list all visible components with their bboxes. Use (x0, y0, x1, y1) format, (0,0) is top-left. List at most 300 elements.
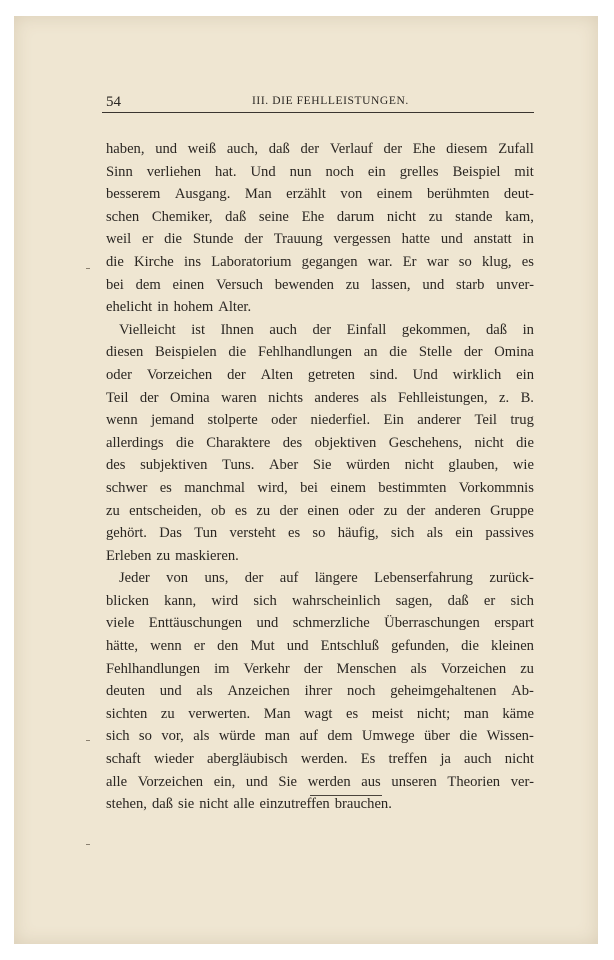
word: Vielleicht (119, 321, 176, 338)
word: Verkehr (243, 660, 290, 677)
word: einem (330, 479, 366, 496)
word: Ausgang. (174, 186, 231, 203)
word: nicht (474, 434, 504, 451)
word: der (244, 231, 263, 248)
text-line (106, 319, 534, 342)
text-line (106, 567, 534, 590)
word: sie (178, 796, 195, 813)
word: des (106, 457, 126, 474)
word: Fehlleistungen, (398, 389, 488, 406)
page-number: 54 (106, 94, 121, 110)
text-line (106, 183, 534, 206)
word: wenn (150, 638, 182, 655)
word: ein (455, 525, 474, 542)
word: Gruppe (490, 502, 534, 519)
word: stolperte (207, 412, 258, 429)
word: einen (172, 276, 205, 293)
word: bei (106, 276, 124, 293)
word: werden. (300, 751, 348, 768)
word: ver- (510, 773, 534, 790)
word: würden (346, 457, 390, 474)
word: er (193, 638, 206, 655)
word: einzutreffen (259, 796, 330, 813)
word: hohem (173, 299, 214, 316)
word: dem (135, 276, 161, 293)
word: war (426, 253, 449, 270)
word: und (286, 638, 309, 655)
word: hatte (401, 231, 431, 248)
word: verwerten. (188, 705, 251, 722)
word: ein (516, 366, 534, 383)
word: passives (485, 525, 534, 542)
word: Und (412, 366, 438, 383)
word: kam, (505, 208, 534, 225)
word: Teil (106, 389, 129, 406)
word: entscheiden, (129, 502, 202, 519)
word: Das (159, 525, 182, 542)
word: sich (106, 728, 130, 745)
word: Tun (194, 525, 218, 542)
word: unver- (496, 276, 534, 293)
word: wagt (304, 705, 333, 722)
text-line (106, 296, 534, 319)
word: Beispielen (155, 344, 217, 361)
word: Stunde (192, 231, 234, 248)
word: Erleben (106, 547, 152, 564)
word: Geschehens, (388, 434, 463, 451)
word: Menschen (336, 660, 397, 677)
word: anderes (314, 389, 359, 406)
word: hätte, (106, 638, 139, 655)
word: bei (300, 479, 318, 496)
word: als (193, 728, 210, 745)
word: waren (221, 389, 257, 406)
word: und (440, 231, 463, 248)
word: Entschluß (320, 638, 380, 655)
word: in (522, 231, 534, 248)
word: Theorien (447, 773, 501, 790)
word: es (234, 502, 248, 519)
word: jemand (151, 412, 195, 429)
word: wieder (154, 751, 194, 768)
word: ist (191, 321, 206, 338)
text-line (106, 364, 534, 387)
word: noch (347, 683, 376, 700)
word: der (279, 502, 299, 519)
word: noch (325, 163, 354, 180)
text-line (106, 545, 534, 568)
word: uns, (204, 570, 229, 587)
word: zu (345, 276, 360, 293)
word: der (312, 321, 332, 338)
text-line (106, 635, 534, 658)
word: Er (402, 253, 417, 270)
word: und (422, 276, 445, 293)
word: besserem (106, 186, 161, 203)
word: daß (225, 208, 247, 225)
word: weiß (187, 141, 217, 157)
word: nicht (199, 796, 229, 813)
word: Es (360, 751, 376, 768)
word: geheimgehaltenen (390, 683, 497, 700)
word: Aber (269, 457, 299, 474)
word: so (138, 728, 152, 745)
word: sichten (106, 705, 148, 722)
word: Ab- (511, 683, 534, 700)
word: wird (211, 592, 239, 609)
word: wird, (257, 479, 288, 496)
word: erzählt (286, 186, 326, 203)
word: Versuch (215, 276, 263, 293)
word: auch, (226, 141, 259, 157)
text-line (106, 590, 534, 613)
word: wirklich (452, 366, 502, 383)
word: Und (250, 163, 276, 180)
word: bestimmten (378, 479, 447, 496)
text-line (106, 341, 534, 364)
word: oder (106, 366, 132, 383)
word: hat. (215, 163, 237, 180)
word: darum (336, 208, 375, 225)
word: gekommen, (401, 321, 471, 338)
margin-mark (86, 844, 90, 845)
word: die (106, 253, 124, 270)
word: würde (218, 728, 256, 745)
word: zu (156, 547, 171, 564)
word: als (410, 660, 427, 677)
word: Ein (383, 412, 404, 429)
word: schaft (106, 751, 141, 768)
word: ob (210, 502, 226, 519)
word: stande (455, 208, 493, 225)
text-line (106, 793, 534, 816)
margin-mark (86, 268, 90, 269)
word: wahrscheinlich (292, 592, 381, 609)
word: zu (256, 502, 271, 519)
word: meist (371, 705, 404, 722)
word: so (458, 253, 472, 270)
word: diesem (446, 141, 488, 157)
word: grelles (399, 163, 439, 180)
text-line (106, 454, 534, 477)
word: alle (233, 796, 255, 813)
word: auch (464, 751, 492, 768)
word: Teil (474, 412, 497, 429)
word: und (256, 615, 279, 632)
word: anderer (417, 412, 462, 429)
word: von (166, 570, 189, 587)
word: die (228, 344, 247, 361)
word: Wissen- (486, 728, 534, 745)
word: der (303, 660, 323, 677)
word: kann, (164, 592, 197, 609)
word: im (214, 660, 230, 677)
word: stehen, (106, 796, 147, 813)
word: vor, (161, 728, 184, 745)
word: Stelle (418, 344, 453, 361)
text-line (106, 409, 534, 432)
word: schwer (106, 479, 148, 496)
word: er (483, 592, 496, 609)
word: auf (279, 570, 299, 587)
text-line (106, 387, 534, 410)
word: in (522, 321, 534, 338)
text-line (106, 500, 534, 523)
word: Omina (494, 344, 534, 361)
word: zu (106, 502, 120, 519)
word: berühmten (426, 186, 490, 203)
word: ein, (213, 773, 236, 790)
word: schen (106, 208, 140, 225)
word: vergessen (333, 231, 391, 248)
word: zu (160, 705, 175, 722)
word: nicht (404, 457, 434, 474)
word: die (164, 231, 183, 248)
word: Jeder (119, 570, 150, 587)
word: des (282, 434, 303, 451)
word: es (287, 525, 301, 542)
word: B. (520, 389, 534, 406)
word: kleinen (491, 638, 534, 655)
word: klug, (481, 253, 512, 270)
word: Chemiker, (151, 208, 213, 225)
word: die (176, 434, 194, 451)
word: unseren (391, 773, 437, 790)
word: gegangen (301, 253, 358, 270)
word: viele (106, 615, 135, 632)
word: Anzeichen (227, 683, 290, 700)
word: Man (263, 705, 291, 722)
word: Vorkommnis (458, 479, 534, 496)
word: Sinn (106, 163, 133, 180)
running-head (102, 92, 534, 113)
word: es (346, 705, 359, 722)
word: käme (502, 705, 534, 722)
word: die (516, 434, 534, 451)
text-line (106, 748, 534, 771)
word: daß (151, 796, 174, 813)
word: und (155, 141, 178, 157)
text-line (106, 522, 534, 545)
text-line (106, 161, 534, 184)
word: Ehe (412, 141, 436, 157)
margin-mark (86, 740, 90, 741)
word: an (363, 344, 378, 361)
word: ins (183, 253, 201, 270)
word: als (426, 525, 443, 542)
word: Trauung (273, 231, 323, 248)
word: und (245, 773, 268, 790)
word: ein (367, 163, 386, 180)
word: brauchen. (334, 796, 392, 813)
word: subjektiven (140, 457, 208, 474)
word: häufig, (337, 525, 379, 542)
word: oder (271, 412, 298, 429)
word: Laboratorium (211, 253, 292, 270)
word: sich (390, 525, 415, 542)
word: Sie (312, 457, 332, 474)
word: so (312, 525, 326, 542)
word: der (244, 570, 264, 587)
word: haben, (106, 141, 145, 157)
word: die (459, 728, 478, 745)
word: sich (510, 592, 534, 609)
word: der (463, 344, 483, 361)
word: nicht (504, 751, 534, 768)
word: nun (289, 163, 312, 180)
running-title: III. DIE FEHLLEISTUNGEN. (252, 95, 409, 107)
word: auch (269, 321, 297, 338)
word: die (461, 638, 479, 655)
body-text (106, 138, 534, 816)
word: Vorzeichen (440, 660, 507, 677)
word: treffen (388, 751, 428, 768)
word: maskieren. (175, 547, 239, 564)
word: man (264, 728, 290, 745)
word: getreten (307, 366, 355, 383)
word: verliehen (146, 163, 202, 180)
word: der (227, 366, 246, 383)
word: Lebenserfahrung (374, 570, 473, 587)
word: Einfall (346, 321, 387, 338)
word: man (463, 705, 489, 722)
word: blicken (106, 592, 149, 609)
word: der (383, 141, 403, 157)
word: aus (361, 773, 381, 790)
word: gehört. (106, 525, 147, 542)
word: sagen, (395, 592, 433, 609)
word: erspart (494, 615, 534, 632)
word: er (141, 231, 154, 248)
word: der (139, 389, 159, 406)
word: wie (512, 457, 534, 474)
word: war. (367, 253, 393, 270)
word: sind. (369, 366, 398, 383)
text-line (106, 228, 534, 251)
word: manchmal (184, 479, 245, 496)
text-line (106, 432, 534, 455)
word: es (159, 479, 172, 496)
word: niederfiel. (310, 412, 371, 429)
word: Omina (169, 389, 210, 406)
word: Alten (260, 366, 294, 383)
text-line (106, 206, 534, 229)
word: lassen, (371, 276, 411, 293)
word: den (217, 638, 239, 655)
word: Ehe (301, 208, 325, 225)
word: anstatt (473, 231, 512, 248)
word: Tuns. (222, 457, 255, 474)
word: es (521, 253, 534, 270)
word: von (340, 186, 363, 203)
word: der (406, 502, 426, 519)
word: werden (307, 773, 351, 790)
text-line (106, 703, 534, 726)
text-line (106, 251, 534, 274)
text-line (106, 477, 534, 500)
word: Mut (250, 638, 275, 655)
word: Charaktere (206, 434, 271, 451)
word: bewenden (274, 276, 334, 293)
text-line (106, 680, 534, 703)
word: Ihnen (220, 321, 254, 338)
word: wenn (106, 412, 138, 429)
word: als (370, 389, 387, 406)
word: Man (244, 186, 272, 203)
word: schmerzliche (292, 615, 370, 632)
word: über (424, 728, 450, 745)
word: starb (456, 276, 485, 293)
word: weil (106, 231, 132, 248)
word: in (157, 299, 169, 316)
word: Überraschungen (384, 615, 480, 632)
word: oder (348, 502, 375, 519)
word: deut- (503, 186, 534, 203)
word: alle (106, 773, 128, 790)
word: daß (268, 141, 290, 157)
text-line (106, 658, 534, 681)
word: Verlauf (329, 141, 373, 157)
word: diesen (106, 344, 144, 361)
word: zu (520, 660, 534, 677)
word: Sie (278, 773, 298, 790)
word: anderen (434, 502, 481, 519)
word: Beispiel (452, 163, 501, 180)
word: Alter. (218, 299, 252, 316)
word: sich (253, 592, 277, 609)
word: Kirche (134, 253, 174, 270)
word: mit (514, 163, 534, 180)
word: trug (510, 412, 534, 429)
word: Umwege (361, 728, 415, 745)
word: auf (299, 728, 318, 745)
text-line (106, 138, 534, 161)
word: versteht (229, 525, 276, 542)
word: deuten (106, 683, 145, 700)
word: seine (258, 208, 289, 225)
word: gefunden, (391, 638, 450, 655)
word: daß (485, 321, 508, 338)
word: einen (307, 502, 339, 519)
word: Zufall (498, 141, 534, 157)
word: daß (447, 592, 469, 609)
word: Vorzeichen (137, 773, 204, 790)
word: der (300, 141, 320, 157)
word: die (389, 344, 408, 361)
word: allerdings (106, 434, 164, 451)
word: längere (314, 570, 358, 587)
word: ja (440, 751, 451, 768)
word: z. (499, 389, 510, 406)
word: zu (383, 502, 398, 519)
word: glauben, (448, 457, 499, 474)
word: und (159, 683, 182, 700)
word: dem (327, 728, 353, 745)
word: objektiven (314, 434, 377, 451)
word: Vorzeichen (146, 366, 213, 383)
book-page (14, 16, 598, 944)
text-line (106, 771, 534, 794)
word: nichts (268, 389, 304, 406)
word: zu (428, 208, 443, 225)
word: abergläubisch (206, 751, 288, 768)
word: ehelicht (106, 299, 153, 316)
word: Enttäuschungen (148, 615, 243, 632)
text-line (106, 725, 534, 748)
word: als (196, 683, 213, 700)
section-end-rule (310, 795, 382, 796)
text-line (106, 274, 534, 297)
